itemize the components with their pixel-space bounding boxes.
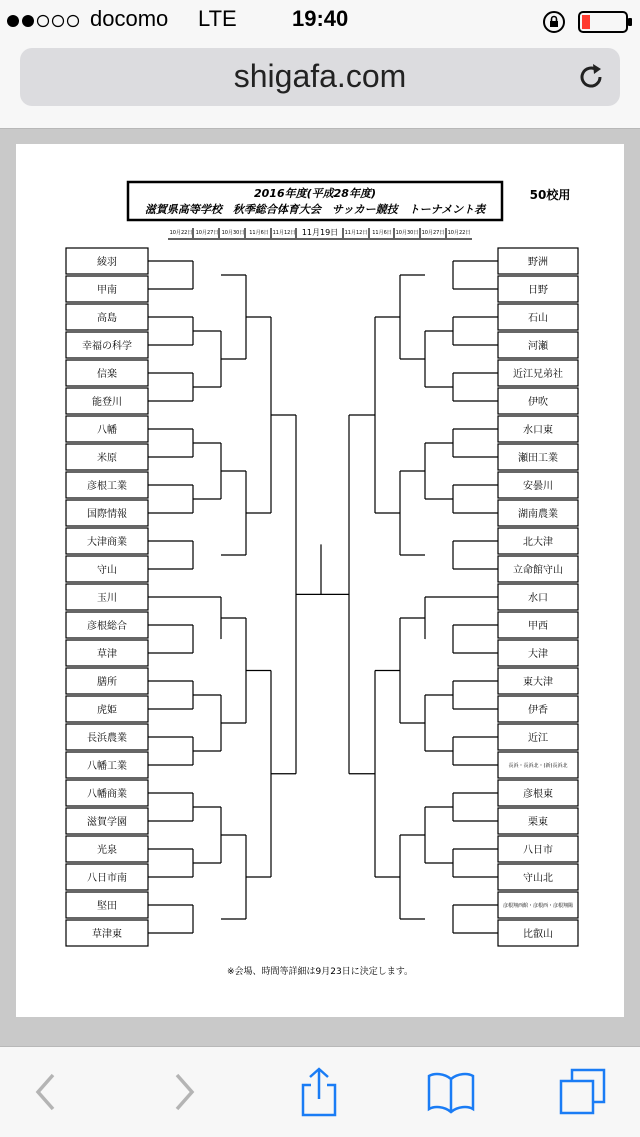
left-team-name: 信楽 [97, 369, 117, 380]
address-bar[interactable] [20, 48, 620, 106]
right-team-name: 日野 [528, 285, 548, 296]
forward-icon[interactable] [158, 1067, 208, 1117]
left-team-name: 草津 [97, 649, 117, 660]
left-team-name: 彦根工業 [87, 481, 127, 492]
title-line-2: 滋賀県高等学校 秋季総合体育大会 サッカー競技 トーナメント表 [144, 203, 486, 216]
left-team-name: 八幡 [97, 425, 117, 436]
date-label: 10月30日 [395, 230, 419, 236]
right-team-name: 安曇川 [523, 481, 553, 492]
right-team-name: 彦根東 [523, 789, 553, 800]
date-label: 10月22日 [447, 230, 471, 236]
right-team-name: 水口東 [523, 425, 553, 436]
share-icon[interactable] [294, 1067, 344, 1117]
bottom-toolbar [0, 1046, 640, 1137]
left-team-name: 彦根総合 [87, 621, 127, 632]
right-team-name: 伊香 [528, 705, 548, 716]
right-team-name: 守山北 [523, 873, 553, 884]
web-content[interactable] [0, 129, 640, 1046]
date-label: 11月12日 [344, 230, 368, 236]
right-team-name: 八日市 [523, 845, 553, 856]
right-team-name: 石山 [528, 313, 548, 324]
left-team-name: 守山 [97, 565, 117, 576]
network-label: LTE [198, 6, 237, 31]
date-label: 10月27日 [195, 230, 219, 236]
right-team-name: 湖南農業 [518, 509, 558, 520]
left-team-name: 綾羽 [97, 257, 117, 268]
right-team-name: 近江兄弟社 [513, 369, 563, 380]
left-team-name: 滋賀学園 [87, 817, 127, 828]
date-label: 10月27日 [421, 230, 445, 236]
right-team-name: 近江 [528, 733, 548, 744]
left-team-name: 膳所 [97, 677, 117, 688]
right-team-name: 北大津 [523, 537, 553, 548]
badge-50: 50校用 [529, 188, 571, 202]
rotation-lock-icon [542, 10, 566, 34]
browser-chrome [0, 40, 640, 129]
left-team-name: 能登川 [92, 397, 122, 408]
left-team-name: 堅田 [97, 901, 117, 912]
back-icon[interactable] [22, 1067, 72, 1117]
signal-icon [6, 13, 84, 29]
url-text[interactable]: shigafa.com [233, 58, 407, 94]
date-label: 11月12日 [272, 230, 296, 236]
right-team-name: 立命館守山 [513, 565, 563, 576]
left-team-name: 玉川 [97, 593, 117, 604]
clock: 19:40 [292, 6, 349, 31]
right-team-name: 栗東 [528, 817, 548, 828]
date-label: 10月30日 [221, 230, 245, 236]
tabs-icon[interactable] [558, 1067, 608, 1117]
left-team-name: 光泉 [97, 845, 117, 856]
left-team-name: 幸福の科学 [82, 341, 132, 352]
right-team-name: 伊吹 [528, 397, 548, 408]
left-team-name: 高島 [97, 313, 117, 324]
bookmarks-icon[interactable] [426, 1067, 476, 1117]
footnote: ※会場、時間等詳細は9月23日に決定します。 [226, 967, 414, 977]
reload-icon[interactable] [574, 60, 608, 94]
date-label: 10月22日 [169, 230, 193, 236]
left-team-name: 国際情報 [87, 509, 127, 520]
left-team-name: 甲南 [97, 285, 117, 296]
left-team-name: 長浜農業 [87, 733, 127, 744]
left-team-name: 大津商業 [87, 537, 127, 548]
left-team-name: 草津東 [92, 929, 122, 940]
right-team-name: 水口 [528, 593, 548, 604]
right-team-name: 甲西 [528, 621, 548, 632]
status-bar [0, 0, 640, 40]
left-team-name: 八幡商業 [87, 789, 127, 800]
date-main: 11月19日 [301, 228, 339, 237]
right-team-name: 大津 [528, 649, 548, 660]
right-team-name: 彦根翔西館・彦根西・彦根翔陽 [502, 903, 574, 909]
date-label: 11月6日 [372, 230, 392, 236]
date-label: 11月6日 [249, 230, 269, 236]
tournament-sheet [16, 144, 624, 1017]
left-team-name: 八日市南 [87, 873, 127, 884]
right-team-name: 長浜・長浜北・(新)長浜北 [508, 763, 568, 769]
left-team-name: 八幡工業 [87, 761, 127, 772]
right-team-name: 野洲 [528, 257, 548, 268]
battery-icon [578, 10, 634, 34]
carrier-label: docomo [90, 6, 169, 31]
title-line-1: 2016年度(平成28年度) [254, 187, 376, 200]
left-team-name: 虎姫 [97, 705, 117, 716]
left-team-name: 米原 [97, 453, 117, 464]
right-team-name: 東大津 [523, 677, 553, 688]
tournament-bracket [16, 144, 624, 1017]
right-team-name: 河瀬 [528, 341, 548, 352]
right-team-name: 瀬田工業 [518, 453, 558, 464]
right-team-name: 比叡山 [523, 929, 553, 940]
